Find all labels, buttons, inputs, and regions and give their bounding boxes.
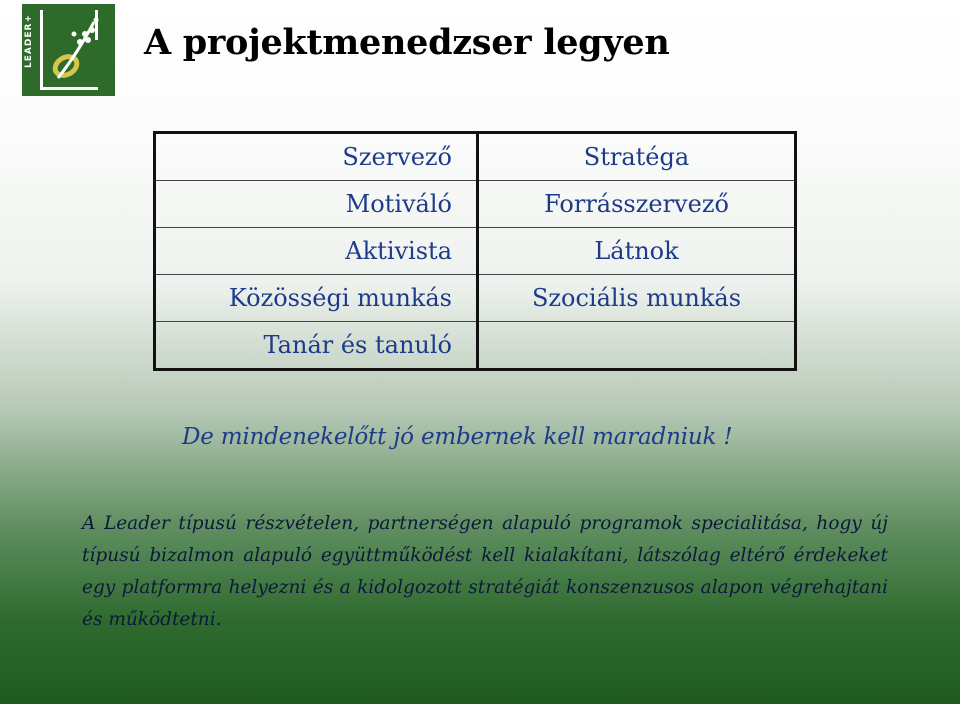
role-cell-right: Stratéga (478, 133, 796, 181)
role-cell-right: Forrásszervező (478, 181, 796, 228)
description-paragraph: A Leader típusú részvételen, partnerségen alapuló programok specialitása, hogy új típusú bizalmon alapuló együttműködést kell kialakítani, látszólag eltérő érdekeket egy platformra helyezni és a kidolgozott stratégiát konszenzusos alapon végrehajtani és működtetni. (82, 513, 888, 630)
role-cell-left: Szervező (155, 133, 478, 181)
table-row (155, 181, 796, 228)
role-cell-right: Látnok (478, 228, 796, 275)
roles-table (153, 131, 797, 371)
table-row (155, 322, 796, 370)
role-cell-right (478, 322, 796, 370)
table-row (155, 275, 796, 322)
page-title: A projektmenedzser legyen (144, 22, 670, 63)
leader-logo (22, 4, 115, 96)
role-cell-left: Tanár és tanuló (155, 322, 478, 370)
table-row (155, 133, 796, 181)
role-cell-left: Motiváló (155, 181, 478, 228)
headline: De mindenekelőtt jó embernek kell maradniuk ! (182, 424, 733, 450)
logo-text: LEADER+ (24, 14, 34, 68)
table-row (155, 228, 796, 275)
role-cell-right: Szociális munkás (478, 275, 796, 322)
role-cell-left: Aktivista (155, 228, 478, 275)
role-cell-left: Közösségi munkás (155, 275, 478, 322)
